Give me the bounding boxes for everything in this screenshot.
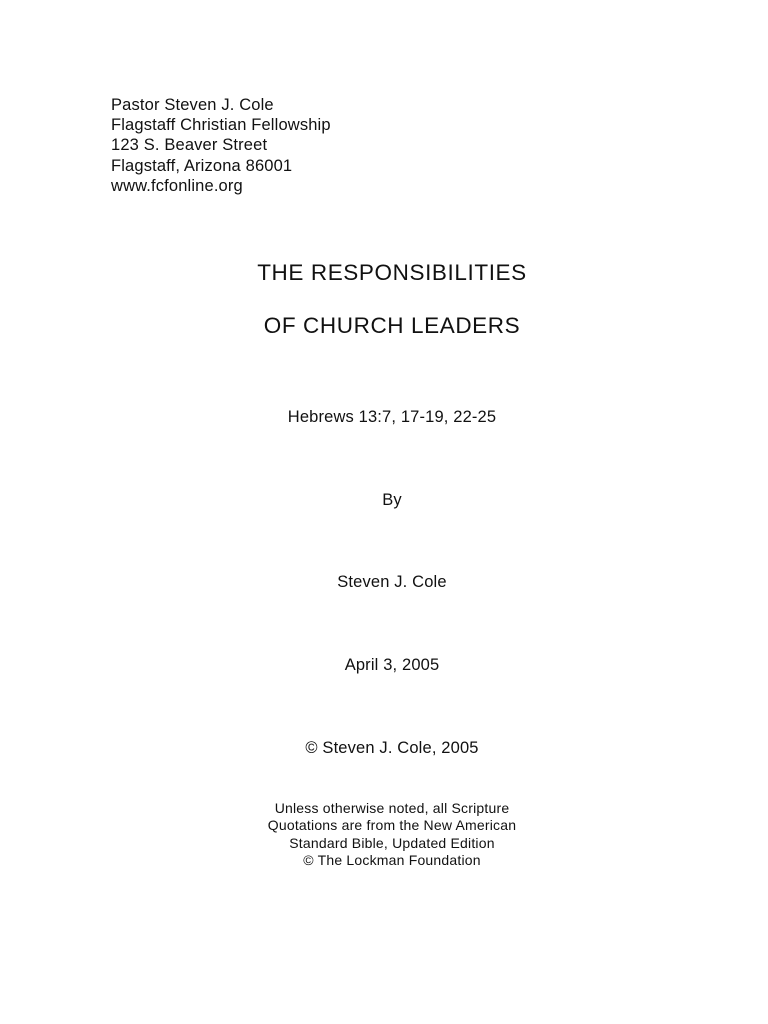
title-line-1: THE RESPONSIBILITIES [257, 260, 527, 285]
pastor-name: Pastor Steven J. Cole [111, 96, 274, 114]
sermon-date: April 3, 2005 [344, 656, 440, 674]
church-name: Flagstaff Christian Fellowship [111, 116, 331, 135]
scripture-reference: Hebrews 13:7, 17-19, 22-25 [287, 408, 497, 426]
copyright-line: © Steven J. Cole, 2005 [305, 739, 479, 757]
by-label: By [382, 491, 402, 509]
title-line-2: OF CHURCH LEADERS [263, 313, 521, 338]
address-block [111, 95, 331, 196]
notice-line-3: Standard Bible, Updated Edition [289, 834, 495, 851]
notice-line-1: Unless otherwise noted, all Scripture [274, 800, 510, 816]
author-name: Steven J. Cole [337, 573, 447, 591]
website: www.fcfonline.org [111, 176, 243, 195]
notice-line-4: © The Lockman Foundation [303, 851, 481, 868]
street-address: 123 S. Beaver Street [111, 136, 268, 155]
city-state-zip: Flagstaff, Arizona 86001 [111, 156, 293, 175]
notice-line-2: Quotations are from the New American [267, 817, 517, 834]
scripture-notice [8, 800, 768, 869]
